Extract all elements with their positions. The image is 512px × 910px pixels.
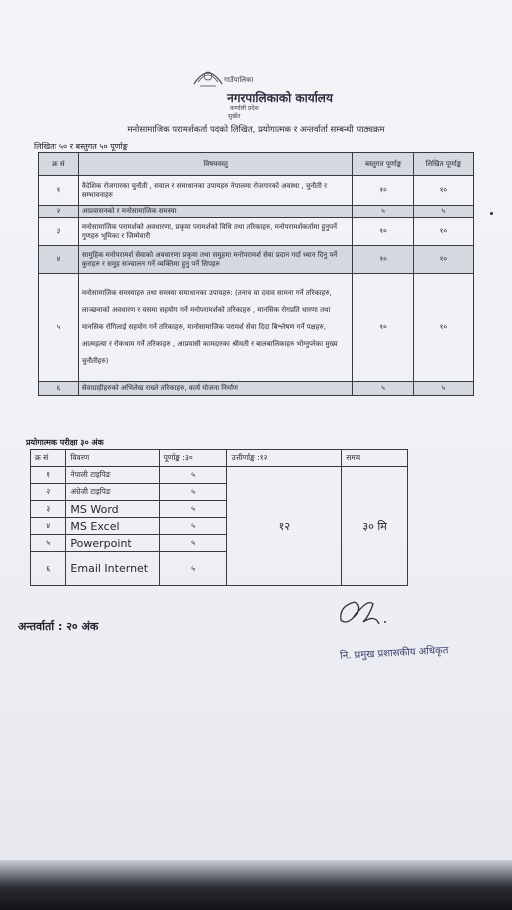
row-written: ५ — [413, 382, 473, 396]
header-objective: बस्तुगत पूर्णाङ्क — [353, 153, 413, 176]
row-sn: ५ — [39, 274, 79, 382]
row-sn: ६ — [31, 552, 66, 586]
row-objective: १० — [353, 218, 413, 246]
row-objective: ५ — [353, 382, 413, 396]
table-row — [31, 467, 408, 484]
row-marks: ५ — [159, 484, 227, 501]
row-marks: ५ — [159, 535, 227, 552]
row-item: नेपाली टाइपिङ — [66, 467, 159, 484]
page-shadow — [0, 860, 512, 910]
address-line-1: कर्णाली प्रदेश — [230, 105, 259, 112]
header-item: विवरण — [66, 450, 159, 467]
header-marks: पूर्णाङ्क :३० — [159, 450, 227, 467]
row-sn: ४ — [39, 246, 79, 274]
row-sn: ३ — [39, 218, 79, 246]
table-row — [39, 274, 474, 382]
header-pass-marks: उत्तीर्णाङ्क :१२ — [227, 450, 342, 467]
practical-exam-table — [30, 449, 408, 586]
row-subject: आप्रवासनको र मनोसामाजिक समस्या — [78, 206, 353, 218]
row-objective: ५ — [353, 206, 413, 218]
time-cell: ३० मि — [342, 467, 408, 586]
row-objective: १० — [353, 246, 413, 274]
row-written: ५ — [413, 206, 473, 218]
row-item: Powerpoint — [66, 535, 159, 552]
row-written: १० — [413, 274, 473, 382]
government-emblem-icon — [190, 60, 226, 90]
written-syllabus-table — [38, 152, 474, 396]
header-written: लिखित पूर्णाङ्क — [413, 153, 473, 176]
row-marks: ५ — [159, 501, 227, 518]
row-sn: ३ — [31, 501, 66, 518]
table-header-row — [31, 450, 408, 467]
row-sn: १ — [39, 176, 79, 206]
header-subject: विषयवस्तु — [78, 153, 353, 176]
row-sn: १ — [31, 467, 66, 484]
row-sn: २ — [31, 484, 66, 501]
emblem-text: गाउँपालिका — [224, 76, 254, 84]
table-row — [39, 246, 474, 274]
address-line-2: सुर्खेत — [228, 113, 241, 120]
row-objective: १० — [353, 274, 413, 382]
row-written: १० — [413, 218, 473, 246]
written-exam-label: लिखितः ५० र बस्तुगत ५० पूर्णाङ्क — [34, 142, 128, 151]
table-header-row — [39, 153, 474, 176]
row-subject: मनोसामाजिक समस्याहरु तथा समस्या समाधानका उपायहरु: (तनाव वा दवाव सामना गर्ने तरिकाहरु, लाञ्छनाको अवधारण र यसमा सहयोग गर्ने मनोपरामर्शको तरिकाहरु , मानसिक रोगप्रति धारणा तथा मानसिक रोगिलाई सहयोग गर्ने तरिकाहरु, मानोसामाजिक परामर्श सेवा दिदा बिश्लेषण गर्ने पक्षहरु, आत्महत्या र रोकथाम गर्ने तरिकाहरु , आप्रवासी कामदारका श्रीमती र बालबालिकाहरु भोग्नुपरेका मुख्य चुनौतीहरु) — [78, 274, 353, 382]
row-objective: १० — [353, 176, 413, 206]
row-sn: ४ — [31, 518, 66, 535]
table-row — [39, 218, 474, 246]
row-item: MS Word — [66, 501, 159, 518]
officer-stamp: नि. प्रमुख प्रशासकीय अधिकृत — [339, 645, 449, 662]
header-sn: क्र सं — [39, 153, 79, 176]
pass-marks-cell: १२ — [227, 467, 342, 586]
practical-exam-label: प्रयोगात्मक परीक्षा ३० अंक — [26, 438, 104, 447]
margin-dot — [490, 212, 493, 215]
table-row — [39, 206, 474, 218]
row-marks: ५ — [159, 552, 227, 586]
table-row — [39, 382, 474, 396]
row-sn: ५ — [31, 535, 66, 552]
row-written: १० — [413, 246, 473, 274]
row-marks: ५ — [159, 518, 227, 535]
row-sn: २ — [39, 206, 79, 218]
signature-icon — [333, 592, 393, 630]
row-subject: वैदेशिक रोजगारका चुनौती , सवाल र समाधानका उपायहरु नेपालमा रोजगारको अवस्था , चुनौती र सम्भावनाहरु — [78, 176, 353, 206]
document-title: मनोसामाजिक परामर्शकर्ता पदको लिखित, प्रयोगात्मक र अन्तर्वार्ता सम्बन्धी पाठ्यक्रम — [127, 125, 385, 135]
office-name: नगरपालिकाको कार्यालय — [227, 91, 333, 105]
row-sn: ६ — [39, 382, 79, 396]
row-written: १० — [413, 176, 473, 206]
row-item: MS Excel — [66, 518, 159, 535]
table-row — [39, 176, 474, 206]
row-marks: ५ — [159, 467, 227, 484]
interview-marks: अन्तर्वार्ता : २० अंक — [18, 620, 99, 633]
row-subject: सेवाग्राहीहरुको अभिलेख राख्ने तरिकाहरु, कार्य योजना निर्माण — [78, 382, 353, 396]
header-sn: क्र सं — [31, 450, 66, 467]
row-subject: मनोसामाजिक परामर्शको अवधारणा, प्रकृया परामर्शको विधि तथा तरिकाहरु, मनोपरामर्शकर्तामा हुनुपर्ने गुणहरु भूमिका र जिम्मेवारी — [78, 218, 353, 246]
row-item: अंग्रेजी टाइपिङ — [66, 484, 159, 501]
row-item: Email Internet — [66, 552, 159, 586]
header-time: समय — [342, 450, 408, 467]
row-subject: सामुहिक मनोपरामर्श सेवाको अवधारणा प्रकृया तथा समुहमा मनोपरामर्श सेवा प्रदान गर्दा ध्यान दिनु पर्ने कुराहरु र समुह सञ्चालन गर्ने व्यक्तिमा हुनु पर्ने सिपहरु — [78, 246, 353, 274]
